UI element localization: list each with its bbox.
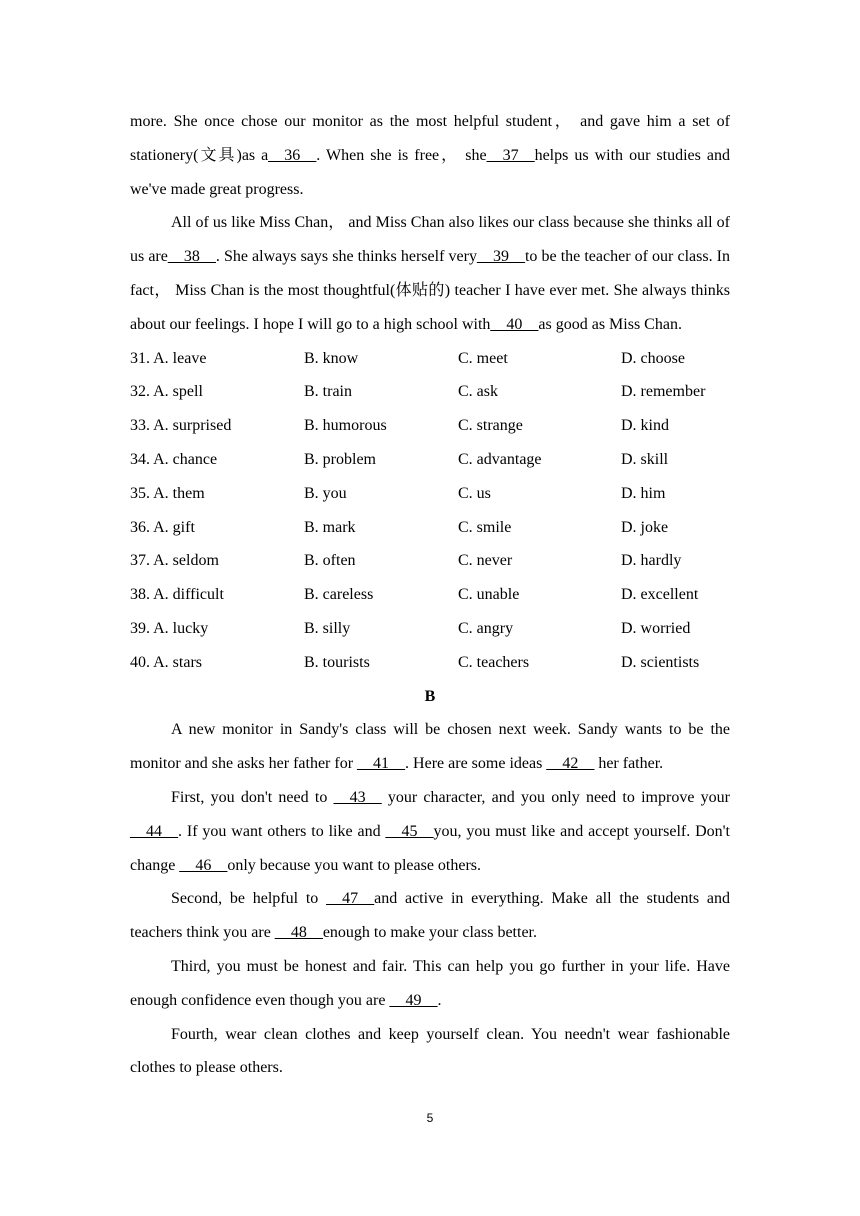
text-run: and active in everything. Make all the students and teachers think you are: [130, 890, 731, 942]
text-run: . Here are some ideas: [405, 755, 547, 773]
text-run: First, you don't need to: [171, 788, 334, 806]
blank-43: __43__: [333, 788, 382, 806]
option-c: C. strange: [458, 417, 523, 435]
option-row-40: [130, 646, 730, 680]
passage-b-paragraph-4: [130, 950, 730, 1018]
option-a: 37. A. seldom: [130, 552, 219, 570]
option-row-32: [130, 375, 730, 409]
passage-b-paragraph-3: [130, 882, 730, 950]
option-b: B. problem: [304, 450, 376, 468]
option-a: 32. A. spell: [130, 383, 203, 401]
blank-41: __41__: [357, 755, 406, 773]
section-heading: B: [424, 687, 436, 705]
blank-40: __40__: [490, 315, 539, 333]
text-run: to be the teacher of our class. In fact， Miss Chan is the most thoughtful(体贴的) teacher I have ever met. She always thinks about our feelings. I hope I will go to a high school with: [130, 248, 731, 333]
text-run: helps us with our studies and we've made great progress.: [130, 146, 730, 198]
option-c: C. meet: [458, 349, 508, 367]
passage-b-paragraph-2: [130, 781, 730, 882]
option-row-36: [130, 511, 730, 545]
blank-48: __48__: [274, 924, 323, 942]
option-a: 36. A. gift: [130, 518, 195, 536]
option-d: D. kind: [621, 417, 669, 435]
option-d: D. scientists: [621, 653, 700, 671]
options-list: [130, 342, 730, 680]
option-c: C. advantage: [458, 450, 542, 468]
option-b: B. often: [304, 552, 356, 570]
option-c: C. angry: [458, 619, 514, 637]
option-row-39: [130, 612, 730, 646]
option-a: 34. A. chance: [130, 450, 218, 468]
option-b: B. you: [304, 484, 347, 502]
option-d: D. skill: [621, 450, 669, 468]
text-run: only because you want to please others.: [227, 856, 482, 874]
text-run: Fourth, wear clean clothes and keep yourself clean. You needn't wear fashionable clothes to please others.: [130, 1025, 730, 1077]
text-run: All of us like Miss Chan， and Miss Chan also likes our class because she thinks all of us are: [130, 214, 730, 266]
blank-44: __44__: [130, 822, 178, 840]
blank-45: __45__: [385, 822, 434, 840]
option-c: C. ask: [458, 383, 498, 401]
document-body: [130, 105, 730, 1085]
option-row-33: [130, 409, 730, 443]
option-c: C. teachers: [458, 653, 530, 671]
option-a: 35. A. them: [130, 484, 205, 502]
option-d: D. hardly: [621, 552, 682, 570]
option-d: D. excellent: [621, 586, 699, 604]
blank-47: __47__: [326, 890, 375, 908]
text-run: more. She once chose our monitor as the most helpful student， and gave him a set of stationery(文具)as a: [130, 113, 730, 164]
option-c: C. us: [458, 484, 491, 502]
option-row-34: [130, 443, 730, 477]
option-a: 40. A. stars: [130, 653, 202, 671]
option-b: B. know: [304, 349, 359, 367]
option-row-35: [130, 477, 730, 511]
text-run: Third, you must be honest and fair. This can help you go further in your life. Have enough confidence even though you are: [130, 957, 730, 1009]
text-run: you, you must like and accept yourself. Don't change: [130, 822, 730, 874]
text-run: enough to make your class better.: [322, 924, 537, 942]
text-run: A new monitor in Sandy's class will be chosen next week. Sandy wants to be the monitor and she asks her father for: [130, 721, 730, 773]
option-c: C. never: [458, 552, 513, 570]
passage-a-paragraph-2: [130, 206, 730, 341]
option-d: D. worried: [621, 619, 691, 637]
passage-b-paragraph-5: [130, 1018, 730, 1086]
option-d: D. him: [621, 484, 666, 502]
option-c: C. smile: [458, 518, 512, 536]
option-b: B. mark: [304, 518, 356, 536]
option-b: B. tourists: [304, 653, 370, 671]
option-a: 39. A. lucky: [130, 619, 209, 637]
option-row-38: [130, 578, 730, 612]
text-run: .: [437, 991, 442, 1009]
option-a: 31. A. leave: [130, 349, 207, 367]
text-run: . If you want others to like and: [178, 822, 386, 840]
blank-49: __49__: [389, 991, 438, 1009]
blank-42: __42__: [546, 755, 595, 773]
option-c: C. unable: [458, 586, 520, 604]
option-b: B. train: [304, 383, 352, 401]
text-run: . She always says she thinks herself very: [215, 248, 477, 266]
option-row-31: [130, 342, 730, 376]
text-run: Second, be helpful to: [171, 890, 327, 908]
blank-36: __36__: [268, 146, 317, 164]
option-b: B. humorous: [304, 417, 387, 435]
text-run: . When she is free， she: [316, 146, 487, 164]
option-d: D. joke: [621, 518, 669, 536]
page-number: 5: [426, 1111, 434, 1125]
blank-46: __46__: [179, 856, 228, 874]
passage-b-paragraph-1: [130, 713, 730, 781]
option-d: D. remember: [621, 383, 706, 401]
passage-a-paragraph-1: [130, 105, 730, 206]
blank-38: __38__: [167, 248, 216, 266]
option-a: 33. A. surprised: [130, 417, 232, 435]
option-a: 38. A. difficult: [130, 586, 224, 604]
text-run: your character, and you only need to improve your: [381, 788, 731, 806]
blank-39: __39__: [476, 248, 525, 266]
text-run: as good as Miss Chan.: [538, 315, 682, 333]
option-b: B. silly: [304, 619, 351, 637]
text-run: her father.: [594, 755, 664, 773]
blank-37: __37__: [486, 146, 535, 164]
option-d: D. choose: [621, 349, 685, 367]
option-b: B. careless: [304, 586, 374, 604]
option-row-37: [130, 544, 730, 578]
